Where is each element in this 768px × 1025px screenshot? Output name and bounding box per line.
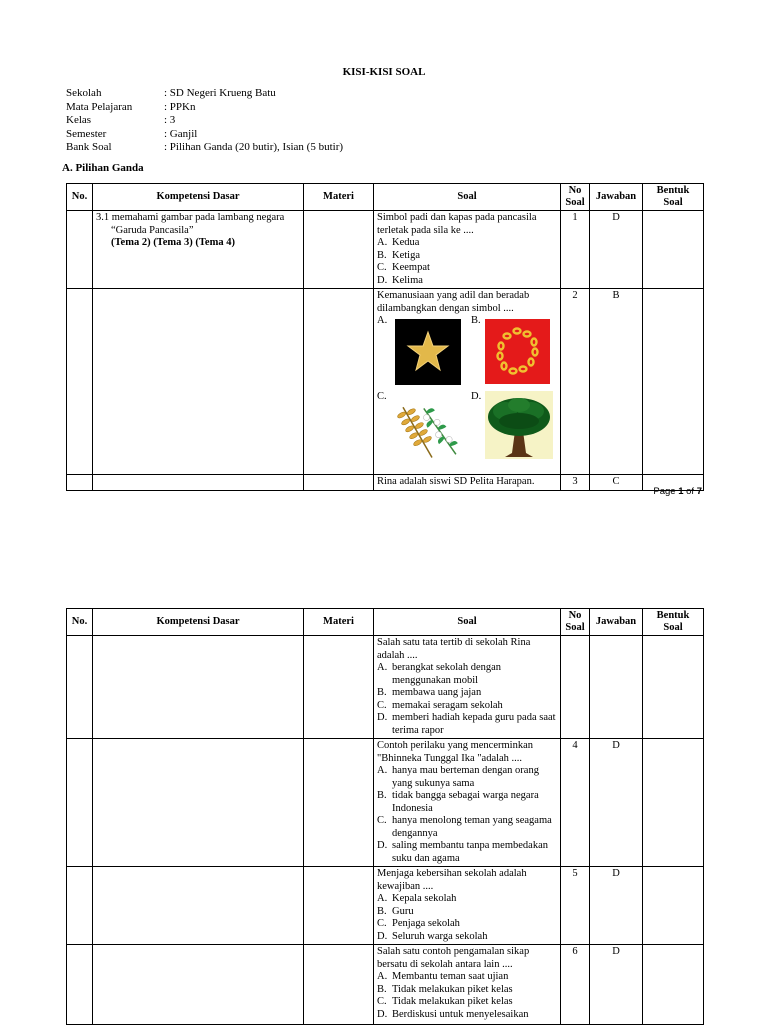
cell-materi: [304, 945, 374, 1025]
page-gap: [0, 520, 768, 600]
page-number-current: 1: [678, 486, 684, 497]
info-value: : Pilihan Ganda (20 butir), Isian (5 butir): [164, 141, 344, 153]
option-d: [377, 275, 557, 288]
cell-kompetensi: [93, 636, 304, 739]
header-bentuk-line2: Soal: [663, 622, 683, 633]
option-d: [377, 931, 557, 944]
cell-no: [67, 289, 93, 475]
option-letter: B.: [377, 687, 387, 698]
option-letter: D.: [377, 712, 388, 723]
image-option-label-a: A.: [377, 315, 388, 326]
header-no-soal: [561, 609, 590, 636]
question-text: Salah satu tata tertib di sekolah Rina adalah ....: [377, 637, 531, 661]
header-no-soal-line1: No: [568, 185, 582, 196]
option-text: Kedua: [392, 237, 420, 248]
table-row: [67, 945, 704, 1025]
cell-bentuk-soal: [643, 945, 704, 1025]
option-d: [377, 1009, 557, 1022]
cell-materi: [304, 475, 374, 491]
cell-no-soal: 6: [561, 945, 590, 1025]
header-jawaban: Jawaban: [590, 609, 643, 636]
header-bentuk-soal: [643, 184, 704, 211]
option-text: Penjaga sekolah: [392, 918, 460, 929]
cell-no: [67, 945, 93, 1025]
kisi-table-page-2: [66, 608, 704, 1025]
cell-materi: [304, 867, 374, 945]
option-text: Seluruh warga sekolah: [392, 930, 488, 942]
image-option-label-b: B.: [471, 315, 481, 326]
option-text: memakai seragam sekolah: [392, 699, 503, 711]
option-c: [377, 918, 557, 931]
option-letter: C.: [377, 996, 387, 1007]
cell-jawaban: B: [590, 289, 643, 475]
document-page-2: [0, 600, 768, 1024]
cell-kompetensi: [93, 945, 304, 1025]
option-text: Membantu teman saat ujian: [392, 971, 509, 982]
page-number-total: 7: [696, 486, 702, 497]
option-text: membawa uang jajan: [392, 687, 482, 698]
option-c: [377, 815, 557, 840]
option-b: [377, 906, 557, 919]
document-title: KISI-KISI SOAL: [342, 66, 426, 78]
info-value: : PPKn: [164, 100, 196, 113]
cell-no-soal: [561, 636, 590, 739]
cell-jawaban: D: [590, 739, 643, 867]
padi-kapas-icon: [397, 395, 463, 465]
header-kompetensi: Kompetensi Dasar: [93, 609, 304, 636]
header-no-soal-line2: Soal: [565, 622, 585, 633]
cell-kompetensi: [93, 211, 304, 289]
header-materi: Materi: [304, 184, 374, 211]
info-row-sekolah: [66, 87, 343, 101]
option-d: [377, 840, 557, 865]
table-row: [67, 739, 704, 867]
question-text: Kemanusiaan yang adil dan beradab dilambangkan dengan simbol ....: [377, 290, 530, 314]
option-letter: D.: [377, 274, 388, 286]
cell-jawaban: C: [590, 475, 643, 491]
table-row: [67, 867, 704, 945]
option-a: [377, 893, 557, 906]
info-label: Kelas: [66, 114, 92, 126]
header-no-soal: [561, 184, 590, 211]
option-a: [377, 971, 557, 984]
option-text: hanya mau berteman dengan orang yang sukunya sama: [392, 765, 539, 789]
option-letter: C.: [377, 918, 387, 929]
info-row-bank-soal: [66, 141, 343, 155]
header-bentuk-soal: [643, 609, 704, 636]
info-row-kelas: [66, 114, 343, 128]
cell-bentuk-soal: [643, 289, 704, 475]
page-number-prefix: Page: [653, 486, 679, 497]
info-value: : 3: [164, 114, 176, 126]
cell-no: [67, 636, 93, 739]
option-text: Tidak melakukan piket kelas: [392, 996, 513, 1007]
cell-soal: [374, 636, 561, 739]
question-text: Simbol padi dan kapas pada pancasila terletak pada sila ke ....: [377, 212, 537, 236]
header-materi: Materi: [304, 609, 374, 636]
cell-soal: [374, 867, 561, 945]
option-letter: B.: [377, 790, 387, 801]
option-text: tidak bangga sebagai warga negara Indonesia: [392, 790, 539, 814]
cell-kompetensi: [93, 867, 304, 945]
cell-materi: [304, 739, 374, 867]
cell-bentuk-soal: [643, 211, 704, 289]
option-letter: D.: [377, 1008, 388, 1020]
image-option-label-c: C.: [377, 391, 387, 402]
option-b: [377, 984, 557, 997]
option-text: Keempat: [392, 262, 430, 273]
table-row: [67, 475, 704, 491]
page-number-of: of: [683, 486, 697, 497]
info-label: Bank Soal: [66, 141, 112, 153]
cell-no-soal: 4: [561, 739, 590, 867]
info-label: Semester: [66, 127, 107, 140]
option-text: Tidak melakukan piket kelas: [392, 983, 513, 995]
option-text: Guru: [392, 905, 414, 917]
option-letter: C.: [377, 262, 387, 273]
header-bentuk-line1: Bentuk: [656, 185, 690, 196]
option-text: berangkat sekolah dengan menggunakan mobil: [392, 662, 502, 686]
option-letter: C.: [377, 815, 387, 826]
cell-no-soal: 3: [561, 475, 590, 491]
info-block: [66, 87, 343, 155]
cell-jawaban: [590, 636, 643, 739]
cell-soal: Rina adalah siswi SD Pelita Harapan.: [374, 475, 561, 491]
option-letter: A.: [377, 662, 388, 673]
option-letter: D.: [377, 930, 388, 942]
cell-materi: [304, 636, 374, 739]
option-c: [377, 996, 557, 1009]
header-no-soal-line1: No: [568, 610, 582, 621]
option-text: memberi hadiah kepada guru pada saat terima rapor: [392, 712, 556, 736]
cell-kompetensi: [93, 739, 304, 867]
option-letter: B.: [377, 983, 387, 995]
cell-bentuk-soal: [643, 636, 704, 739]
question-text: Menjaga kebersihan sekolah adalah kewajiban ....: [377, 868, 527, 892]
option-letter: B.: [377, 905, 387, 917]
option-c: [377, 700, 557, 713]
option-letter: A.: [377, 893, 388, 904]
option-d: [377, 712, 557, 737]
cell-jawaban: D: [590, 945, 643, 1025]
header-soal: Soal: [374, 609, 561, 636]
option-letter: A.: [377, 765, 388, 776]
cell-materi: [304, 289, 374, 475]
option-letter: D.: [377, 840, 388, 851]
header-no: No.: [67, 184, 93, 211]
table-header-row: [67, 184, 704, 211]
option-letter: B.: [377, 249, 387, 261]
option-a: [377, 765, 557, 790]
info-label: Mata Pelajaran: [66, 100, 133, 113]
cell-no: [67, 211, 93, 289]
option-letter: A.: [377, 971, 388, 982]
image-options: [377, 315, 557, 473]
cell-no: [67, 867, 93, 945]
kd-line: 3.1 memahami gambar pada lambang negara: [96, 212, 285, 223]
option-text: saling membantu tanpa membedakan suku dan agama: [392, 840, 548, 864]
header-jawaban: Jawaban: [590, 184, 643, 211]
kisi-table-page-1: [66, 183, 704, 491]
option-a: [377, 662, 557, 687]
option-letter: A.: [377, 237, 388, 248]
info-value: : SD Negeri Krueng Batu: [164, 87, 276, 99]
option-text: Ketiga: [392, 249, 420, 261]
question-text: Salah satu contoh pengamalan sikap bersatu di sekolah antara lain ....: [377, 946, 530, 970]
option-text: Kepala sekolah: [392, 893, 457, 904]
kd-line: “Garuda Pancasila”: [111, 224, 194, 236]
table-row: [67, 211, 704, 289]
cell-soal: [374, 289, 561, 475]
cell-no: [67, 739, 93, 867]
option-text: Berdiskusi untuk menyelesaikan: [392, 1008, 529, 1020]
cell-soal: [374, 945, 561, 1025]
header-bentuk-line2: Soal: [663, 197, 683, 208]
chain-icon: [485, 319, 550, 384]
image-option-label-d: D.: [471, 391, 482, 402]
table-row: [67, 636, 704, 739]
cell-no-soal: 5: [561, 867, 590, 945]
cell-kompetensi: [93, 289, 304, 475]
info-row-mapel: [66, 101, 343, 115]
header-no: No.: [67, 609, 93, 636]
info-value: : Ganjil: [164, 127, 198, 140]
table-header-row: [67, 609, 704, 636]
cell-bentuk-soal: [643, 739, 704, 867]
cell-kompetensi: [93, 475, 304, 491]
option-b: [377, 250, 557, 263]
cell-jawaban: D: [590, 211, 643, 289]
option-b: [377, 790, 557, 815]
option-text: hanya menolong teman yang seagama dengannya: [392, 815, 552, 839]
kd-tema: (Tema 2) (Tema 3) (Tema 4): [111, 237, 235, 248]
info-label: Sekolah: [66, 87, 102, 99]
question-text: Contoh perilaku yang mencerminkan "Bhinneka Tunggal Ika "adalah ....: [377, 740, 533, 764]
star-icon: [395, 319, 461, 385]
info-row-semester: [66, 128, 343, 142]
header-kompetensi: Kompetensi Dasar: [93, 184, 304, 211]
section-heading: A. Pilihan Ganda: [62, 162, 144, 174]
cell-no-soal: 2: [561, 289, 590, 475]
option-text: Kelima: [392, 274, 423, 286]
table-row: [67, 289, 704, 475]
option-b: [377, 687, 557, 700]
option-letter: C.: [377, 699, 387, 711]
header-bentuk-line1: Bentuk: [656, 610, 690, 621]
option-c: [377, 262, 557, 275]
page-number: [653, 486, 702, 497]
option-a: [377, 237, 557, 250]
cell-bentuk-soal: [643, 867, 704, 945]
cell-soal: [374, 739, 561, 867]
cell-no: [67, 475, 93, 491]
cell-soal: [374, 211, 561, 289]
beringin-tree-icon: [485, 391, 553, 459]
header-soal: Soal: [374, 184, 561, 211]
cell-materi: [304, 211, 374, 289]
cell-no-soal: 1: [561, 211, 590, 289]
header-no-soal-line2: Soal: [565, 197, 585, 208]
cell-jawaban: D: [590, 867, 643, 945]
